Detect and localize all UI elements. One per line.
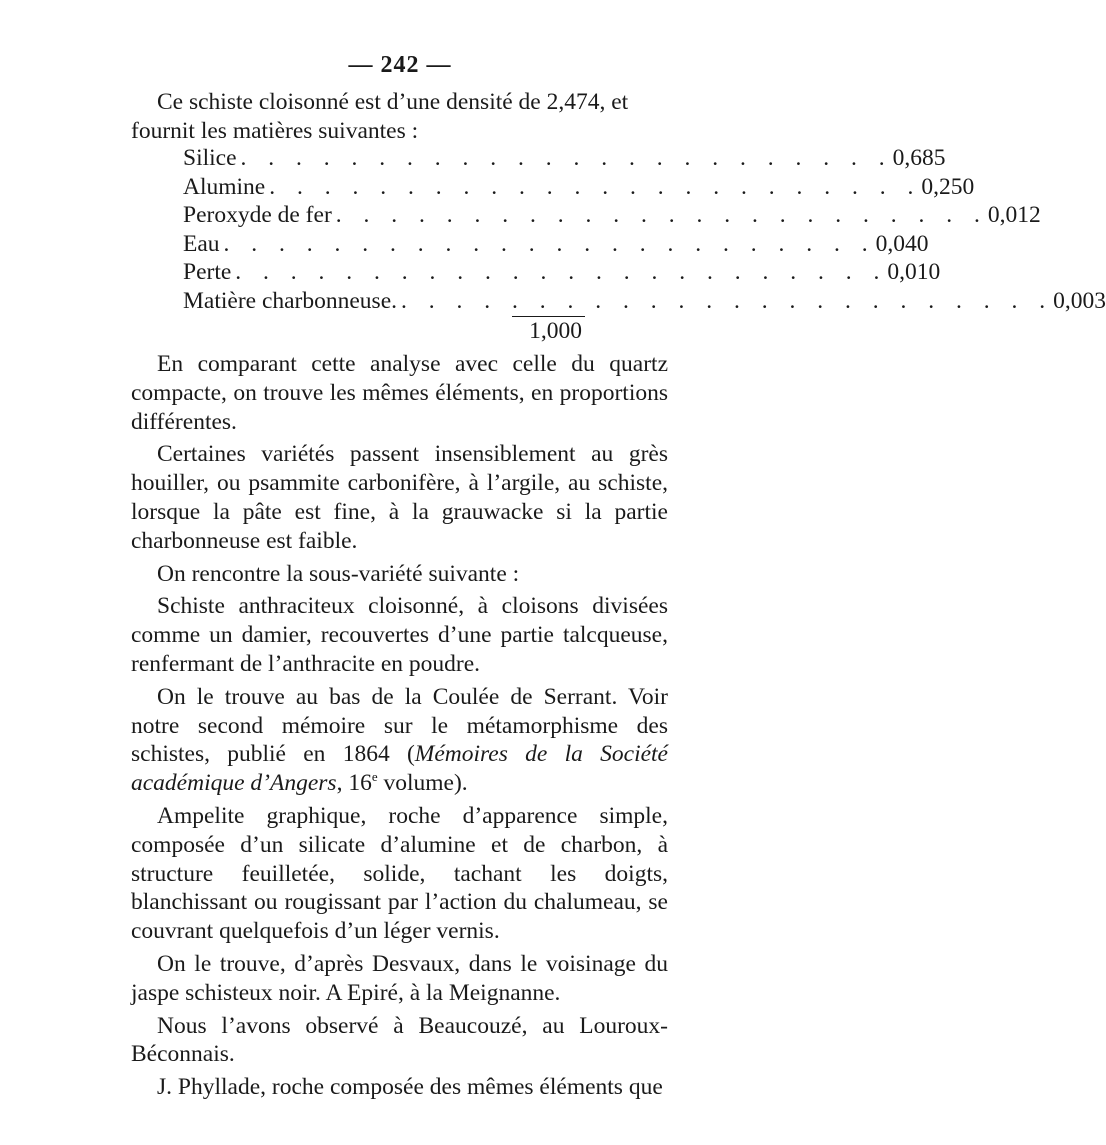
component-value: 0,003 — [1053, 287, 1106, 314]
paragraph-desvaux: On le trouve, d’après Desvaux, dans le voisinage du jaspe schisteux noir. A Epiré, à la Meignanne. — [131, 950, 668, 1006]
component-value: 0,012 — [987, 202, 1041, 228]
component-value: 0,040 — [875, 230, 929, 257]
component-value: 0,010 — [887, 259, 941, 285]
component-label: Peroxyde de fer — [183, 202, 332, 228]
component-label: Eau — [183, 230, 220, 257]
paragraph-text: , 16 — [336, 770, 372, 797]
paragraph-coulee-serrant — [131, 683, 668, 798]
dot-leader: . . . . . . . . . . . . . . . . . . . . . . . . — [269, 173, 922, 200]
component-value: 0,250 — [921, 173, 975, 200]
paragraph-subvariety-intro: On rencontre la sous-variété suivante : — [157, 560, 520, 587]
dot-leader: . . . . . . . . . . . . . . . . . . . . . . . . — [240, 145, 893, 171]
paragraph-text: On le trouve au bas de la Coulée de Serrant. Voir notre second mémoire sur le métamorphisme des schistes, publié en 1864 ( — [131, 683, 668, 768]
intro-paragraph — [131, 88, 668, 146]
intro-line-2: fournit les matières suivantes : — [131, 117, 419, 144]
paragraph-text: volume). — [377, 770, 468, 797]
paragraph-beaucouze: Nous l’avons observé à Beaucouzé, au Louroux-Béconnais. — [131, 1012, 668, 1068]
table-row — [183, 230, 929, 259]
paragraph-phyllade: J. Phyllade, roche composée des mêmes éléments que — [157, 1074, 663, 1101]
paragraph-ampelite: Ampelite graphique, roche d’apparence simple, composée d’un silicate d’alumine et de charbon, à structure feuilletée, solide, tachant les doigts, blanchissant ou rougissant par l’action du chalumeau, se couvrant quelquefois d’un léger vernis. — [131, 802, 668, 945]
composition-table — [183, 144, 1106, 315]
page-number: — 242 — — [348, 52, 452, 78]
dot-leader: . . . . . . . . . . . . . . . . . . . . . . . . — [223, 230, 876, 257]
table-row — [183, 287, 1106, 316]
table-row — [183, 144, 946, 173]
citation-title: Mémoires de la Société académique d’Angers — [131, 741, 668, 797]
component-value: 0,685 — [892, 145, 946, 171]
paragraph-varieties: Certaines variétés passent insensiblement au grès houiller, ou psammite carbonifère, à l’argile, au schiste, lorsque la pâte est fine, à la grauwacke si la partie charbonneuse est faible. — [131, 441, 668, 554]
total-value: 1,000 — [529, 318, 582, 344]
component-label: Alumine — [183, 173, 266, 200]
table-row — [183, 201, 1041, 230]
table-row — [183, 258, 941, 287]
table-row — [183, 173, 975, 202]
body-text — [131, 350, 668, 1106]
paragraph-comparison: En comparant cette analyse avec celle du quartz compacte, on trouve les mêmes éléments, en proportions différentes. — [131, 351, 668, 435]
dot-leader: . . . . . . . . . . . . . . . . . . . . . . . . — [335, 202, 988, 228]
ordinal-superscript: e — [371, 769, 378, 785]
intro-line-1: Ce schiste cloisonné est d’une densité de 2,474, et — [157, 89, 629, 115]
component-label: Perte — [183, 259, 232, 285]
dot-leader: . . . . . . . . . . . . . . . . . . . . . . . . — [401, 287, 1054, 314]
component-label: Matière charbonneuse. — [183, 287, 398, 314]
paragraph-anthraciteux: Schiste anthraciteux cloisonné, à cloisons divisées comme un damier, recouvertes d’une partie talcqueuse, renfermant de l’anthracite en poudre. — [131, 593, 668, 677]
dot-leader: . . . . . . . . . . . . . . . . . . . . . . . . — [235, 259, 888, 285]
component-label: Silice — [183, 145, 237, 171]
